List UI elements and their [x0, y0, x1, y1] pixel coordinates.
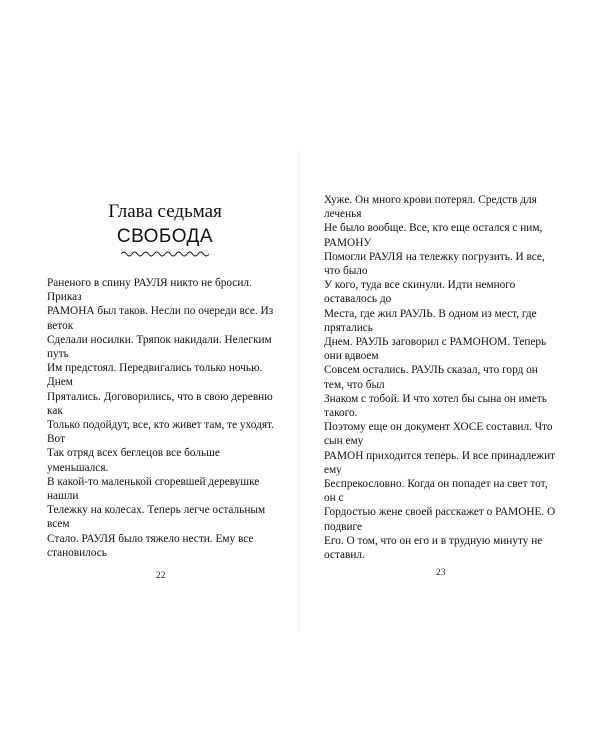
text-line: Им предстоял. Передвигались только ночью.	[47, 362, 263, 375]
text-line: тем, что был	[324, 378, 385, 391]
page-number: 22	[156, 571, 166, 581]
text-line: Днем. РАУЛЬ заговорил с РАМОНОМ. Теперь	[324, 336, 547, 349]
wavy-line-ornament-icon	[121, 250, 209, 258]
text-line: Его. О том, что он его и в трудную минуту не	[324, 534, 543, 547]
text-line: Совсем остались. РАУЛЬ сказал, что горд он	[324, 364, 538, 377]
text-line: Прятались. Договорились, что в свою деревню	[47, 390, 273, 403]
text-line: Приказ	[47, 291, 82, 304]
text-line: Гордостью жене своей расскажет о РАМОНЕ. О	[324, 506, 556, 519]
text-line: Хуже. Он много крови потерял. Средств для	[324, 194, 537, 206]
text-line: Только подойдут, все, кто живет там, те уходят.	[47, 419, 274, 432]
text-line: Тележку на колесах. Теперь легче остальным	[47, 504, 266, 517]
text-line: леченья	[324, 208, 362, 221]
text-line: Стало. РАУЛЯ было тяжело нести. Ему все	[47, 532, 254, 545]
text-line: веток	[47, 319, 74, 332]
text-line: Помогли РАУЛЯ на тележку погрузить. И все,	[324, 250, 545, 263]
text-line: что было	[324, 265, 368, 278]
text-line: Вот	[47, 433, 65, 446]
text-line: Поэтому еще он документ ХОСЕ составил. Что	[324, 421, 553, 434]
text-line: Днем	[47, 376, 73, 389]
text-line: они вдвоем	[324, 350, 379, 363]
text-line: ему	[324, 463, 342, 476]
text-line: нашли	[47, 490, 79, 503]
text-line: Не было вообще. Все, кто еще остался с ним,	[324, 222, 543, 235]
text-line: становилось	[47, 546, 107, 559]
text-line: оставил.	[324, 549, 365, 562]
text-line: Знаком с тобой. И что хотел бы сына он иметь	[324, 392, 547, 405]
text-line: такого.	[324, 407, 358, 420]
text-line: Раненого в спину РАУЛЯ никто не бросил.	[47, 277, 252, 289]
chapter-title: СВОБОДА	[116, 226, 214, 247]
text-line: РАМОН приходится теперь. И все принадлежит	[324, 449, 556, 462]
text-line: сын ему	[324, 435, 364, 448]
chapter-heading	[70, 200, 260, 258]
text-line: Сделали носилки. Тряпок накидали. Нелегким	[47, 333, 272, 346]
text-line: как	[47, 404, 63, 417]
text-line: уменьшался.	[47, 461, 109, 474]
text-line: путь	[47, 348, 69, 361]
text-line: он с	[324, 492, 344, 505]
left-page-text	[47, 276, 279, 560]
text-line: В какой-то маленькой сгоревшей деревушке	[47, 475, 260, 488]
text-line: У кого, туда все скинули. Идти немного	[324, 279, 516, 292]
right-page-text	[324, 193, 554, 562]
text-line: Беспрекословно. Когда он попадет на свет тот,	[324, 478, 548, 491]
page-number: 23	[436, 568, 446, 578]
text-line: РАМОНУ	[324, 236, 372, 249]
text-line: всем	[47, 518, 70, 531]
text-line: РАМОНА был таков. Несли по очереди все. Из	[47, 305, 274, 318]
text-line: оставалось до	[324, 293, 392, 306]
text-line: прятались	[324, 321, 373, 334]
chapter-number: Глава седьмая	[108, 201, 222, 222]
text-line: Места, где жил РАУЛЬ. В одном из мест, где	[324, 307, 537, 320]
right-page	[300, 0, 600, 750]
text-line: подвиге	[324, 520, 362, 533]
text-line: Так отряд всех беглецов все больше	[47, 447, 220, 460]
